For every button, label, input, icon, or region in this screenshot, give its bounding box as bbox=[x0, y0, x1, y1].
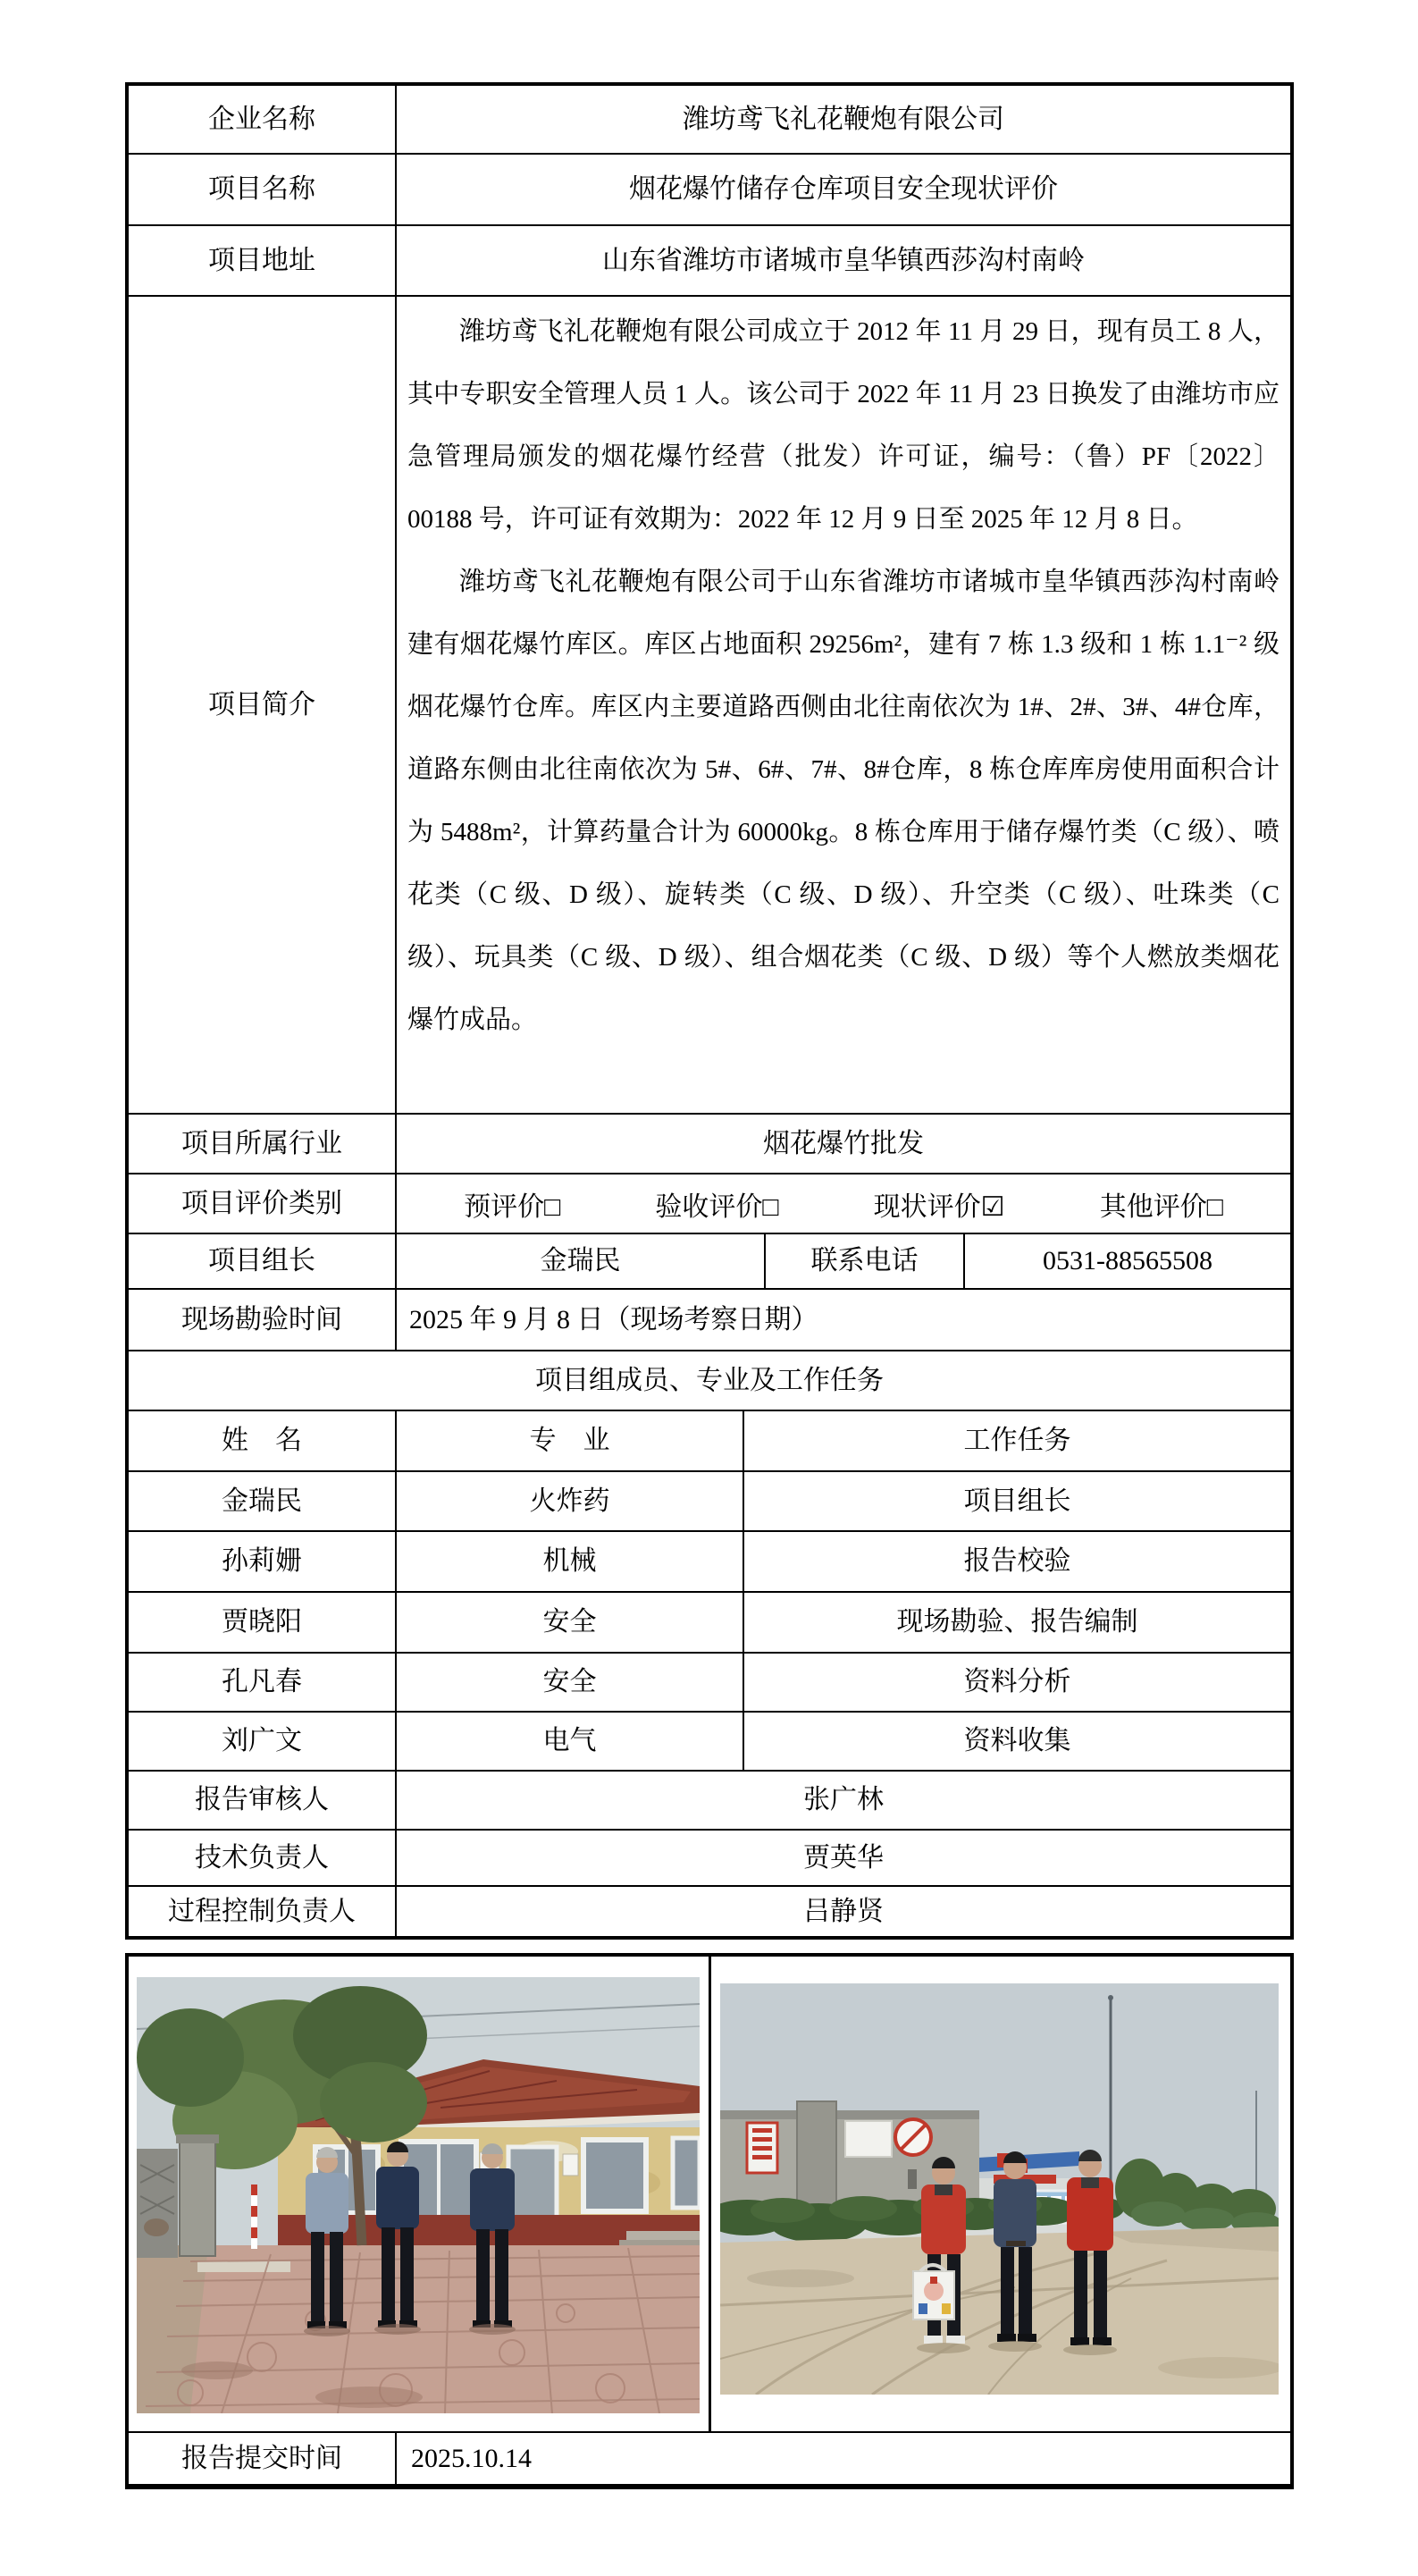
project-intro-text bbox=[397, 297, 1290, 1113]
project-address-value: 山东省潍坊市诸城市皇华镇西莎沟村南岭 bbox=[602, 245, 1085, 275]
member-major: 安全 bbox=[397, 1654, 744, 1711]
site-photo-cell-left bbox=[129, 1957, 711, 2431]
project-name-row bbox=[129, 153, 1290, 224]
report-reviewer-row bbox=[129, 1770, 1290, 1829]
team-member-row bbox=[129, 1652, 1290, 1711]
industry-label: 项目所属行业 bbox=[129, 1115, 397, 1173]
member-task: 资料收集 bbox=[963, 1726, 1071, 1756]
company-name-value: 潍坊鸢飞礼花鞭炮有限公司 bbox=[683, 104, 1004, 134]
project-address-label: 项目地址 bbox=[129, 226, 397, 295]
process-control-label: 过程控制负责人 bbox=[129, 1887, 397, 1936]
project-name-value: 烟花爆竹储存仓库项目安全现状评价 bbox=[629, 174, 1058, 205]
project-name-label: 项目名称 bbox=[129, 155, 397, 224]
team-header-row bbox=[129, 1350, 1290, 1410]
company-name-label: 企业名称 bbox=[129, 86, 397, 153]
evaluation-type-row bbox=[129, 1173, 1290, 1233]
team-col-major: 专 业 bbox=[397, 1411, 744, 1470]
project-leader-name: 金瑞民 bbox=[397, 1234, 766, 1288]
member-task: 报告校验 bbox=[963, 1546, 1071, 1577]
member-major: 电气 bbox=[397, 1713, 744, 1770]
survey-date-value: 2025 年 9 月 8 日（现场考察日期） bbox=[409, 1304, 818, 1334]
project-info-table bbox=[125, 82, 1294, 1940]
process-control-row bbox=[129, 1885, 1290, 1936]
member-task: 资料分析 bbox=[963, 1667, 1071, 1697]
member-task: 现场勘验、报告编制 bbox=[896, 1607, 1138, 1637]
report-reviewer-label: 报告审核人 bbox=[129, 1772, 397, 1829]
team-member-row bbox=[129, 1470, 1290, 1530]
evaluation-option-acceptance: 验收评价□ bbox=[655, 1191, 779, 1222]
submit-date-row bbox=[129, 2431, 1290, 2484]
project-intro-label: 项目简介 bbox=[129, 297, 397, 1113]
member-name: 刘广文 bbox=[129, 1713, 397, 1770]
evaluation-type-label: 项目评价类别 bbox=[129, 1174, 397, 1233]
team-member-row bbox=[129, 1711, 1290, 1770]
member-major: 机械 bbox=[397, 1532, 744, 1591]
process-control-value: 吕静贤 bbox=[803, 1896, 884, 1926]
site-photo-left bbox=[137, 1977, 700, 2413]
contact-phone-value: 0531-88565508 bbox=[1043, 1246, 1212, 1276]
site-photo-right bbox=[720, 1983, 1279, 2395]
project-leader-row bbox=[129, 1233, 1290, 1288]
site-photo-cell-right bbox=[711, 1957, 1291, 2431]
tech-lead-label: 技术负责人 bbox=[129, 1831, 397, 1885]
survey-date-label: 现场勘验时间 bbox=[129, 1290, 397, 1350]
evaluation-option-pre: 预评价□ bbox=[464, 1191, 561, 1222]
team-member-row bbox=[129, 1530, 1290, 1591]
tech-lead-value: 贾英华 bbox=[803, 1842, 884, 1873]
project-leader-label: 项目组长 bbox=[129, 1234, 397, 1288]
member-name: 孙莉姗 bbox=[129, 1532, 397, 1591]
contact-phone-label: 联系电话 bbox=[766, 1234, 965, 1288]
member-name: 贾晓阳 bbox=[129, 1593, 397, 1652]
project-address-row bbox=[129, 224, 1290, 295]
site-photos-row bbox=[129, 1957, 1290, 2431]
member-name: 孔凡春 bbox=[129, 1654, 397, 1711]
intro-paragraph-1: 潍坊鸢飞礼花鞭炮有限公司成立于 2012 年 11 月 29 日，现有员工 8 人，其中专职安全管理人员 1 人。该公司于 2022 年 11 月 23 日换发了由潍坊市应急管理局颁发的烟花爆竹经营（批发）许可证，编号：（鲁）PF〔2022〕00188 号，许可证有效期为：2022 年 12 月 9 日至 2025 年 12 月 8 日。 bbox=[407, 317, 1280, 534]
company-name-row bbox=[129, 86, 1290, 153]
evaluation-type-options bbox=[397, 1174, 1290, 1233]
project-intro-row bbox=[129, 295, 1290, 1113]
submit-date-label: 报告提交时间 bbox=[129, 2433, 397, 2484]
member-task: 项目组长 bbox=[963, 1486, 1071, 1516]
industry-row bbox=[129, 1113, 1290, 1173]
site-photos-table bbox=[125, 1953, 1294, 2489]
evaluation-option-current-checked: 现状评价☑ bbox=[873, 1191, 1005, 1222]
tech-lead-row bbox=[129, 1829, 1290, 1885]
evaluation-option-other: 其他评价□ bbox=[1099, 1191, 1223, 1222]
intro-paragraph-2: 潍坊鸢飞礼花鞭炮有限公司于山东省潍坊市诸城市皇华镇西莎沟村南岭建有烟花爆竹库区。库区占地面积 29256m²，建有 7 栋 1.3 级和 1 栋 1.1⁻² 级烟花爆竹仓库。库区内主要道路西侧由北往南依次为 1#、2#、3#、4#仓库，道路东侧由北往南依次为 5#、6#、7#、8#仓库，8 栋仓库库房使用面积合计为 5488m²，计算药量合计为 60000kg。8 栋仓库用于储存爆竹类（C 级）、喷花类（C 级、D 级）、旋转类（C 级、D 级）、升空类（C 级）、吐珠类（C 级）、玩具类（C 级、D 级）、组合烟花类（C 级、D 级）等个人燃放类烟花爆竹成品。 bbox=[407, 568, 1280, 1034]
member-major: 安全 bbox=[397, 1593, 744, 1652]
team-col-task: 工作任务 bbox=[963, 1426, 1071, 1456]
industry-value: 烟花爆竹批发 bbox=[763, 1128, 924, 1158]
team-header-title: 项目组成员、专业及工作任务 bbox=[535, 1365, 884, 1395]
member-name: 金瑞民 bbox=[129, 1472, 397, 1530]
team-member-row bbox=[129, 1591, 1290, 1652]
submit-date-value: 2025.10.14 bbox=[411, 2443, 532, 2473]
team-columns-row bbox=[129, 1410, 1290, 1470]
report-reviewer-value: 张广林 bbox=[803, 1785, 884, 1815]
member-major: 火炸药 bbox=[397, 1472, 744, 1530]
survey-date-row bbox=[129, 1288, 1290, 1350]
team-col-name: 姓 名 bbox=[129, 1411, 397, 1470]
